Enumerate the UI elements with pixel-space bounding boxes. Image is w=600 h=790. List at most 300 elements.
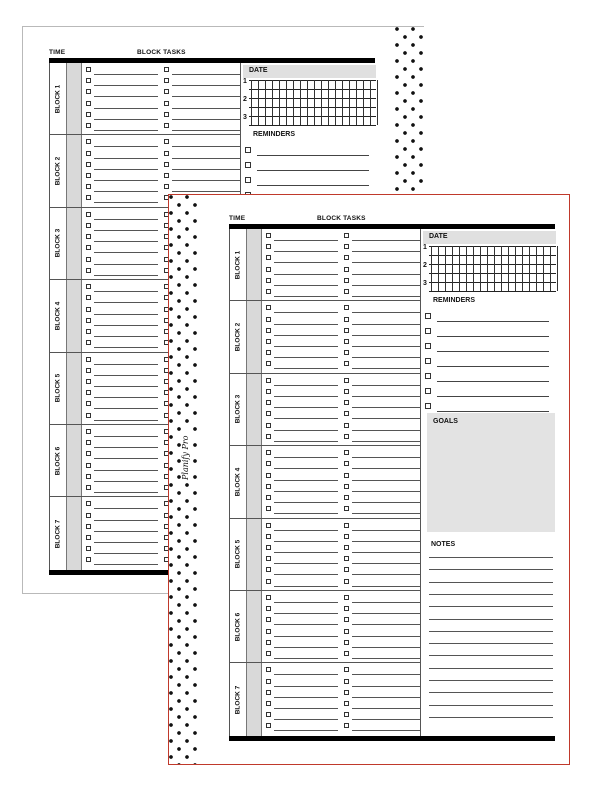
checkbox-icon[interactable]	[86, 139, 91, 144]
checkbox-icon[interactable]	[425, 388, 431, 394]
checkbox-icon[interactable]	[266, 317, 271, 322]
time-column[interactable]	[66, 63, 82, 134]
checkbox-icon[interactable]	[86, 485, 91, 490]
checkbox-icon[interactable]	[86, 329, 91, 334]
task-line[interactable]	[352, 636, 420, 637]
task-line[interactable]	[274, 274, 338, 275]
task-line[interactable]	[352, 708, 420, 709]
checkbox-icon[interactable]	[425, 358, 431, 364]
checkbox-icon[interactable]	[266, 640, 271, 645]
checkbox-icon[interactable]	[344, 629, 349, 634]
checkbox-icon[interactable]	[266, 534, 271, 539]
reminder-line[interactable]	[257, 155, 369, 156]
checkbox-icon[interactable]	[86, 284, 91, 289]
checkbox-icon[interactable]	[86, 413, 91, 418]
task-line[interactable]	[274, 324, 338, 325]
task-line[interactable]	[352, 441, 420, 442]
reminder-item[interactable]	[425, 386, 555, 398]
task-line[interactable]	[352, 563, 420, 564]
task-line[interactable]	[94, 302, 158, 303]
task-line[interactable]	[352, 574, 420, 575]
checkbox-icon[interactable]	[266, 712, 271, 717]
checkbox-icon[interactable]	[344, 606, 349, 611]
checkbox-icon[interactable]	[164, 112, 169, 117]
checkbox-icon[interactable]	[86, 101, 91, 106]
task-line[interactable]	[274, 513, 338, 514]
task-line[interactable]	[172, 191, 240, 192]
task-line[interactable]	[94, 458, 158, 459]
task-line[interactable]	[274, 457, 338, 458]
checkbox-icon[interactable]	[86, 368, 91, 373]
checkbox-icon[interactable]	[266, 473, 271, 478]
checkbox-icon[interactable]	[344, 305, 349, 310]
checkbox-icon[interactable]	[86, 318, 91, 323]
checkbox-icon[interactable]	[164, 139, 169, 144]
checkbox-icon[interactable]	[86, 379, 91, 384]
task-line[interactable]	[94, 85, 158, 86]
time-column[interactable]	[246, 519, 262, 590]
checkbox-icon[interactable]	[344, 545, 349, 550]
task-line[interactable]	[352, 262, 420, 263]
reminder-line[interactable]	[437, 351, 549, 352]
checkbox-icon[interactable]	[266, 545, 271, 550]
task-line[interactable]	[274, 296, 338, 297]
checkbox-icon[interactable]	[425, 403, 431, 409]
task-line[interactable]	[94, 191, 158, 192]
checkbox-icon[interactable]	[344, 233, 349, 238]
checkbox-icon[interactable]	[245, 162, 251, 168]
checkbox-icon[interactable]	[425, 373, 431, 379]
task-line[interactable]	[94, 96, 158, 97]
checkbox-icon[interactable]	[86, 535, 91, 540]
checkbox-icon[interactable]	[86, 451, 91, 456]
checkbox-icon[interactable]	[266, 233, 271, 238]
task-line[interactable]	[274, 730, 338, 731]
checkbox-icon[interactable]	[86, 307, 91, 312]
checkbox-icon[interactable]	[86, 123, 91, 128]
task-line[interactable]	[94, 146, 158, 147]
task-line[interactable]	[352, 674, 420, 675]
checkbox-icon[interactable]	[344, 651, 349, 656]
goals-box[interactable]	[427, 413, 555, 532]
task-line[interactable]	[274, 335, 338, 336]
task-line[interactable]	[352, 552, 420, 553]
task-line[interactable]	[94, 397, 158, 398]
task-line[interactable]	[172, 158, 240, 159]
task-line[interactable]	[352, 285, 420, 286]
checkbox-icon[interactable]	[266, 389, 271, 394]
checkbox-icon[interactable]	[164, 101, 169, 106]
time-column[interactable]	[66, 208, 82, 279]
checkbox-icon[interactable]	[86, 401, 91, 406]
task-line[interactable]	[352, 541, 420, 542]
task-line[interactable]	[94, 447, 158, 448]
checkbox-icon[interactable]	[425, 328, 431, 334]
checkbox-icon[interactable]	[266, 667, 271, 672]
task-line[interactable]	[274, 312, 338, 313]
task-line[interactable]	[94, 347, 158, 348]
note-line[interactable]	[429, 643, 553, 644]
task-line[interactable]	[352, 513, 420, 514]
checkbox-icon[interactable]	[86, 557, 91, 562]
time-column[interactable]	[66, 425, 82, 496]
reminder-line[interactable]	[437, 336, 549, 337]
checkbox-icon[interactable]	[266, 617, 271, 622]
reminder-line[interactable]	[437, 411, 549, 412]
task-line[interactable]	[352, 385, 420, 386]
note-line[interactable]	[429, 569, 553, 570]
reminder-item[interactable]	[245, 145, 375, 157]
task-line[interactable]	[352, 686, 420, 687]
checkbox-icon[interactable]	[164, 78, 169, 83]
task-line[interactable]	[274, 613, 338, 614]
task-line[interactable]	[352, 502, 420, 503]
checkbox-icon[interactable]	[344, 473, 349, 478]
checkbox-icon[interactable]	[86, 524, 91, 529]
checkbox-icon[interactable]	[266, 361, 271, 366]
checkbox-icon[interactable]	[344, 690, 349, 695]
task-line[interactable]	[94, 291, 158, 292]
task-line[interactable]	[94, 336, 158, 337]
reminder-item[interactable]	[425, 326, 555, 338]
task-line[interactable]	[352, 335, 420, 336]
checkbox-icon[interactable]	[86, 184, 91, 189]
checkbox-icon[interactable]	[164, 162, 169, 167]
task-line[interactable]	[274, 530, 338, 531]
task-line[interactable]	[274, 624, 338, 625]
checkbox-icon[interactable]	[266, 595, 271, 600]
time-column[interactable]	[66, 497, 82, 569]
checkbox-icon[interactable]	[86, 89, 91, 94]
time-column[interactable]	[246, 374, 262, 445]
checkbox-icon[interactable]	[266, 450, 271, 455]
task-line[interactable]	[352, 357, 420, 358]
checkbox-icon[interactable]	[266, 606, 271, 611]
checkbox-icon[interactable]	[344, 523, 349, 528]
checkbox-icon[interactable]	[344, 278, 349, 283]
checkbox-icon[interactable]	[344, 389, 349, 394]
task-line[interactable]	[352, 530, 420, 531]
reminder-line[interactable]	[437, 366, 549, 367]
task-line[interactable]	[352, 468, 420, 469]
task-line[interactable]	[274, 418, 338, 419]
task-line[interactable]	[94, 130, 158, 131]
task-line[interactable]	[94, 169, 158, 170]
task-line[interactable]	[94, 436, 158, 437]
checkbox-icon[interactable]	[344, 423, 349, 428]
checkbox-icon[interactable]	[266, 423, 271, 428]
task-line[interactable]	[94, 520, 158, 521]
task-line[interactable]	[172, 85, 240, 86]
reminder-line[interactable]	[437, 396, 549, 397]
checkbox-icon[interactable]	[344, 267, 349, 272]
time-column[interactable]	[246, 301, 262, 372]
reminder-line[interactable]	[257, 170, 369, 171]
task-line[interactable]	[94, 230, 158, 231]
checkbox-icon[interactable]	[86, 440, 91, 445]
checkbox-icon[interactable]	[425, 343, 431, 349]
task-line[interactable]	[94, 470, 158, 471]
task-line[interactable]	[352, 324, 420, 325]
time-column[interactable]	[66, 280, 82, 351]
task-line[interactable]	[274, 357, 338, 358]
note-line[interactable]	[429, 594, 553, 595]
checkbox-icon[interactable]	[266, 255, 271, 260]
task-line[interactable]	[352, 480, 420, 481]
note-line[interactable]	[429, 631, 553, 632]
checkbox-icon[interactable]	[86, 546, 91, 551]
checkbox-icon[interactable]	[266, 651, 271, 656]
task-line[interactable]	[352, 430, 420, 431]
time-column[interactable]	[246, 446, 262, 517]
task-line[interactable]	[274, 563, 338, 564]
task-line[interactable]	[94, 252, 158, 253]
task-line[interactable]	[274, 368, 338, 369]
checkbox-icon[interactable]	[86, 173, 91, 178]
task-line[interactable]	[352, 730, 420, 731]
task-line[interactable]	[352, 368, 420, 369]
checkbox-icon[interactable]	[86, 195, 91, 200]
task-line[interactable]	[274, 480, 338, 481]
checkbox-icon[interactable]	[344, 400, 349, 405]
task-line[interactable]	[352, 586, 420, 587]
checkbox-icon[interactable]	[266, 690, 271, 695]
checkbox-icon[interactable]	[344, 679, 349, 684]
checkbox-icon[interactable]	[266, 556, 271, 561]
note-line[interactable]	[429, 692, 553, 693]
task-line[interactable]	[172, 119, 240, 120]
task-line[interactable]	[94, 314, 158, 315]
reminder-item[interactable]	[425, 311, 555, 323]
checkbox-icon[interactable]	[164, 151, 169, 156]
task-line[interactable]	[274, 385, 338, 386]
time-column[interactable]	[66, 135, 82, 206]
task-line[interactable]	[172, 108, 240, 109]
checkbox-icon[interactable]	[164, 123, 169, 128]
checkbox-icon[interactable]	[266, 328, 271, 333]
task-line[interactable]	[94, 325, 158, 326]
task-line[interactable]	[352, 457, 420, 458]
task-line[interactable]	[274, 346, 338, 347]
reminder-line[interactable]	[437, 381, 549, 382]
checkbox-icon[interactable]	[266, 289, 271, 294]
checkbox-icon[interactable]	[344, 567, 349, 572]
checkbox-icon[interactable]	[86, 429, 91, 434]
reminder-line[interactable]	[437, 321, 549, 322]
checkbox-icon[interactable]	[266, 350, 271, 355]
checkbox-icon[interactable]	[86, 390, 91, 395]
task-line[interactable]	[94, 481, 158, 482]
task-line[interactable]	[94, 420, 158, 421]
checkbox-icon[interactable]	[245, 177, 251, 183]
checkbox-icon[interactable]	[266, 267, 271, 272]
checkbox-icon[interactable]	[266, 701, 271, 706]
note-line[interactable]	[429, 655, 553, 656]
task-line[interactable]	[94, 375, 158, 376]
task-line[interactable]	[352, 418, 420, 419]
task-line[interactable]	[274, 251, 338, 252]
checkbox-icon[interactable]	[86, 474, 91, 479]
task-line[interactable]	[94, 180, 158, 181]
time-column[interactable]	[246, 591, 262, 662]
task-line[interactable]	[94, 553, 158, 554]
task-line[interactable]	[172, 96, 240, 97]
task-line[interactable]	[274, 285, 338, 286]
task-line[interactable]	[94, 531, 158, 532]
checkbox-icon[interactable]	[344, 595, 349, 600]
checkbox-icon[interactable]	[344, 534, 349, 539]
task-line[interactable]	[274, 407, 338, 408]
note-line[interactable]	[429, 619, 553, 620]
task-line[interactable]	[94, 564, 158, 565]
task-line[interactable]	[274, 491, 338, 492]
task-line[interactable]	[274, 658, 338, 659]
checkbox-icon[interactable]	[266, 629, 271, 634]
checkbox-icon[interactable]	[344, 317, 349, 322]
checkbox-icon[interactable]	[344, 411, 349, 416]
checkbox-icon[interactable]	[344, 579, 349, 584]
reminder-item[interactable]	[425, 356, 555, 368]
checkbox-icon[interactable]	[344, 712, 349, 717]
checkbox-icon[interactable]	[86, 212, 91, 217]
task-line[interactable]	[274, 697, 338, 698]
checkbox-icon[interactable]	[86, 257, 91, 262]
task-line[interactable]	[274, 647, 338, 648]
checkbox-icon[interactable]	[164, 173, 169, 178]
checkbox-icon[interactable]	[344, 556, 349, 561]
checkbox-icon[interactable]	[164, 67, 169, 72]
note-line[interactable]	[429, 557, 553, 558]
checkbox-icon[interactable]	[344, 617, 349, 622]
reminder-item[interactable]	[245, 175, 375, 187]
note-line[interactable]	[429, 606, 553, 607]
checkbox-icon[interactable]	[86, 295, 91, 300]
task-line[interactable]	[274, 586, 338, 587]
checkbox-icon[interactable]	[344, 450, 349, 455]
task-line[interactable]	[352, 296, 420, 297]
reminder-item[interactable]	[245, 160, 375, 172]
task-line[interactable]	[274, 502, 338, 503]
checkbox-icon[interactable]	[86, 223, 91, 228]
task-line[interactable]	[274, 541, 338, 542]
task-line[interactable]	[274, 602, 338, 603]
task-line[interactable]	[352, 719, 420, 720]
task-line[interactable]	[274, 240, 338, 241]
task-line[interactable]	[172, 180, 240, 181]
task-line[interactable]	[274, 552, 338, 553]
checkbox-icon[interactable]	[86, 67, 91, 72]
task-line[interactable]	[94, 386, 158, 387]
checkbox-icon[interactable]	[266, 679, 271, 684]
task-line[interactable]	[274, 262, 338, 263]
task-line[interactable]	[352, 602, 420, 603]
checkbox-icon[interactable]	[266, 244, 271, 249]
reminder-line[interactable]	[257, 185, 369, 186]
task-line[interactable]	[352, 346, 420, 347]
task-line[interactable]	[94, 542, 158, 543]
task-line[interactable]	[352, 658, 420, 659]
task-line[interactable]	[352, 624, 420, 625]
task-line[interactable]	[94, 492, 158, 493]
checkbox-icon[interactable]	[266, 723, 271, 728]
note-line[interactable]	[429, 717, 553, 718]
task-line[interactable]	[94, 275, 158, 276]
task-line[interactable]	[274, 636, 338, 637]
task-line[interactable]	[94, 119, 158, 120]
checkbox-icon[interactable]	[344, 434, 349, 439]
checkbox-icon[interactable]	[266, 278, 271, 283]
checkbox-icon[interactable]	[344, 378, 349, 383]
task-line[interactable]	[172, 169, 240, 170]
time-column[interactable]	[66, 353, 82, 424]
checkbox-icon[interactable]	[344, 701, 349, 706]
checkbox-icon[interactable]	[164, 184, 169, 189]
task-line[interactable]	[274, 686, 338, 687]
note-line[interactable]	[429, 668, 553, 669]
task-line[interactable]	[94, 508, 158, 509]
task-line[interactable]	[172, 146, 240, 147]
task-line[interactable]	[94, 408, 158, 409]
checkbox-icon[interactable]	[344, 484, 349, 489]
checkbox-icon[interactable]	[266, 495, 271, 500]
checkbox-icon[interactable]	[266, 411, 271, 416]
checkbox-icon[interactable]	[344, 640, 349, 645]
checkbox-icon[interactable]	[266, 400, 271, 405]
task-line[interactable]	[94, 264, 158, 265]
reminder-item[interactable]	[425, 401, 555, 413]
checkbox-icon[interactable]	[344, 723, 349, 728]
checkbox-icon[interactable]	[164, 89, 169, 94]
checkbox-icon[interactable]	[86, 513, 91, 518]
time-column[interactable]	[246, 229, 262, 300]
note-line[interactable]	[429, 705, 553, 706]
time-column[interactable]	[246, 663, 262, 735]
checkbox-icon[interactable]	[86, 268, 91, 273]
checkbox-icon[interactable]	[86, 78, 91, 83]
checkbox-icon[interactable]	[344, 289, 349, 294]
task-line[interactable]	[274, 708, 338, 709]
task-line[interactable]	[352, 491, 420, 492]
note-line[interactable]	[429, 680, 553, 681]
checkbox-icon[interactable]	[86, 340, 91, 345]
checkbox-icon[interactable]	[425, 313, 431, 319]
checkbox-icon[interactable]	[86, 245, 91, 250]
checkbox-icon[interactable]	[86, 357, 91, 362]
task-line[interactable]	[94, 219, 158, 220]
checkbox-icon[interactable]	[266, 378, 271, 383]
task-line[interactable]	[94, 364, 158, 365]
checkbox-icon[interactable]	[266, 484, 271, 489]
checkbox-icon[interactable]	[86, 234, 91, 239]
checkbox-icon[interactable]	[245, 147, 251, 153]
checkbox-icon[interactable]	[344, 361, 349, 366]
task-line[interactable]	[172, 74, 240, 75]
task-line[interactable]	[352, 396, 420, 397]
task-line[interactable]	[352, 613, 420, 614]
checkbox-icon[interactable]	[344, 506, 349, 511]
checkbox-icon[interactable]	[344, 350, 349, 355]
checkbox-icon[interactable]	[266, 305, 271, 310]
task-line[interactable]	[172, 130, 240, 131]
checkbox-icon[interactable]	[266, 434, 271, 439]
task-line[interactable]	[352, 647, 420, 648]
task-line[interactable]	[94, 241, 158, 242]
note-line[interactable]	[429, 582, 553, 583]
reminder-item[interactable]	[425, 341, 555, 353]
checkbox-icon[interactable]	[266, 339, 271, 344]
checkbox-icon[interactable]	[344, 339, 349, 344]
checkbox-icon[interactable]	[344, 328, 349, 333]
